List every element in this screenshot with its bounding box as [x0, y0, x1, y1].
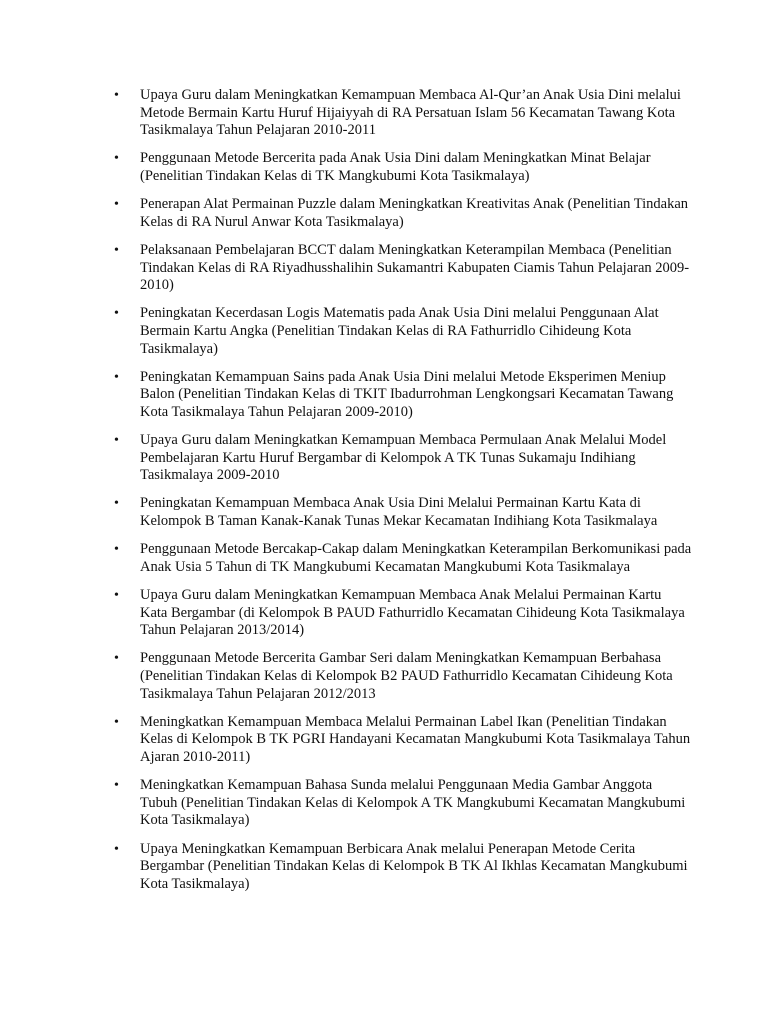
list-item	[112, 369, 692, 422]
bullet-icon: •	[114, 369, 119, 385]
list-item-text: Penerapan Alat Permainan Puzzle dalam Meningkatkan Kreativitas Anak (Penelitian Tindakan Kelas di RA Nurul Anwar Kota Tasikmalaya)	[140, 196, 689, 230]
list-item	[112, 495, 692, 530]
list-item-text: Penggunaan Metode Bercerita Gambar Seri dalam Meningkatkan Kemampuan Berbahasa (Penelitian Tindakan Kelas di Kelompok B2 PAUD Fathurridlo Kecamatan Cihideung Kota Tasikmalaya Tahun Pelajaran 2012/2013	[140, 650, 673, 702]
bullet-icon: •	[114, 496, 119, 512]
list-item-text: Meningkatkan Kemampuan Bahasa Sunda melalui Penggunaan Media Gambar Anggota Tubuh (Penelitian Tindakan Kelas di Kelompok A TK Mangkubumi Kecamatan Mangkubumi Kota Tasikmalaya)	[140, 777, 686, 829]
list-item	[112, 242, 692, 295]
list-item	[112, 650, 692, 703]
list-item	[112, 841, 692, 894]
bullet-list	[112, 87, 692, 904]
bullet-icon: •	[114, 778, 119, 794]
list-item-text: Meningkatkan Kemampuan Membaca Melalui Permainan Label Ikan (Penelitian Tindakan Kelas di Kelompok B TK PGRI Handayani Kecamatan Mangkubumi Kota Tasikmalaya Tahun Ajaran 2010-2011)	[140, 713, 691, 765]
list-item	[112, 305, 692, 358]
bullet-icon: •	[114, 242, 119, 258]
list-item-text: Upaya Guru dalam Meningkatkan Kemampuan Membaca Al-Qur’an Anak Usia Dini melalui Metode Bermain Kartu Huruf Hijaiyyah di RA Persatuan Islam 56 Kecamatan Tawang Kota Tasikmalaya Tahun Pelajaran 2010-2011	[140, 87, 681, 139]
bullet-icon: •	[114, 714, 119, 730]
list-item-text: Penggunaan Metode Bercakap-Cakap dalam Meningkatkan Keterampilan Berkomunikasi pada Anak Usia 5 Tahun di TK Mangkubumi Kecamatan Mangkubumi Kota Tasikmalaya	[140, 541, 692, 575]
list-item-text: Peningkatan Kemampuan Membaca Anak Usia Dini Melalui Permainan Kartu Kata di Kelompok B Taman Kanak-Kanak Tunas Mekar Kecamatan Indihiang Kota Tasikmalaya	[140, 495, 658, 530]
bullet-icon: •	[114, 88, 119, 103]
list-item	[112, 432, 692, 485]
bullet-icon: •	[114, 542, 119, 558]
list-item	[112, 87, 692, 140]
list-item-text: Peningkatan Kecerdasan Logis Matematis pada Anak Usia Dini melalui Penggunaan Alat Bermain Kartu Angka (Penelitian Tindakan Kelas di RA Fathurridlo Cihideung Kota Tasikmalaya)	[140, 305, 659, 357]
list-item	[112, 587, 692, 640]
bullet-icon: •	[114, 306, 119, 322]
list-item-text: Upaya Guru dalam Meningkatkan Kemampuan Membaca Permulaan Anak Melalui Model Pembelajaran Kartu Huruf Bergambar di Kelompok A TK Tunas Sukamaju Indihiang Tasikmalaya 2009-2010	[140, 432, 667, 484]
list-item	[112, 541, 692, 576]
list-item-text: Pelaksanaan Pembelajaran BCCT dalam Meningkatkan Keterampilan Membaca (Penelitian Tindakan Kelas di RA Riyadhusshalihin Sukamantri Kabupaten Ciamis Tahun Pelajaran 2009-2010)	[140, 241, 690, 294]
bullet-icon: •	[114, 151, 119, 167]
list-item	[112, 196, 692, 231]
list-item-text: Upaya Meningkatkan Kemampuan Berbicara Anak melalui Penerapan Metode Cerita Bergambar (Penelitian Tindakan Kelas di Kelompok B TK Al Ikhlas Kecamatan Mangkubumi Kota Tasikmalaya)	[140, 840, 688, 892]
list-item-text: Penggunaan Metode Bercerita pada Anak Usia Dini dalam Meningkatkan Minat Belajar (Penelitian Tindakan Kelas di TK Mangkubumi Kota Tasikmalaya)	[140, 150, 651, 184]
list-item	[112, 714, 692, 767]
list-item-text: Peningkatan Kemampuan Sains pada Anak Usia Dini melalui Metode Eksperimen Meniup Balon (Penelitian Tindakan Kelas di TKIT Ibadurrohman Lengkongsari Kecamatan Tawang Kota Tasikmalaya Tahun Pelajaran 2009-2010)	[140, 368, 674, 420]
list-item-text: Upaya Guru dalam Meningkatkan Kemampuan Membaca Anak Melalui Permainan Kartu Kata Bergambar (di Kelompok B PAUD Fathurridlo Kecamatan Cihideung Kota Tasikmalaya Tahun Pelajaran 2013/2014)	[140, 587, 685, 639]
bullet-icon: •	[114, 433, 119, 449]
list-item	[112, 777, 692, 830]
bullet-icon: •	[114, 841, 119, 857]
list-item	[112, 150, 692, 185]
bullet-icon: •	[114, 197, 119, 213]
bullet-icon: •	[114, 588, 119, 603]
bullet-icon: •	[114, 651, 119, 667]
